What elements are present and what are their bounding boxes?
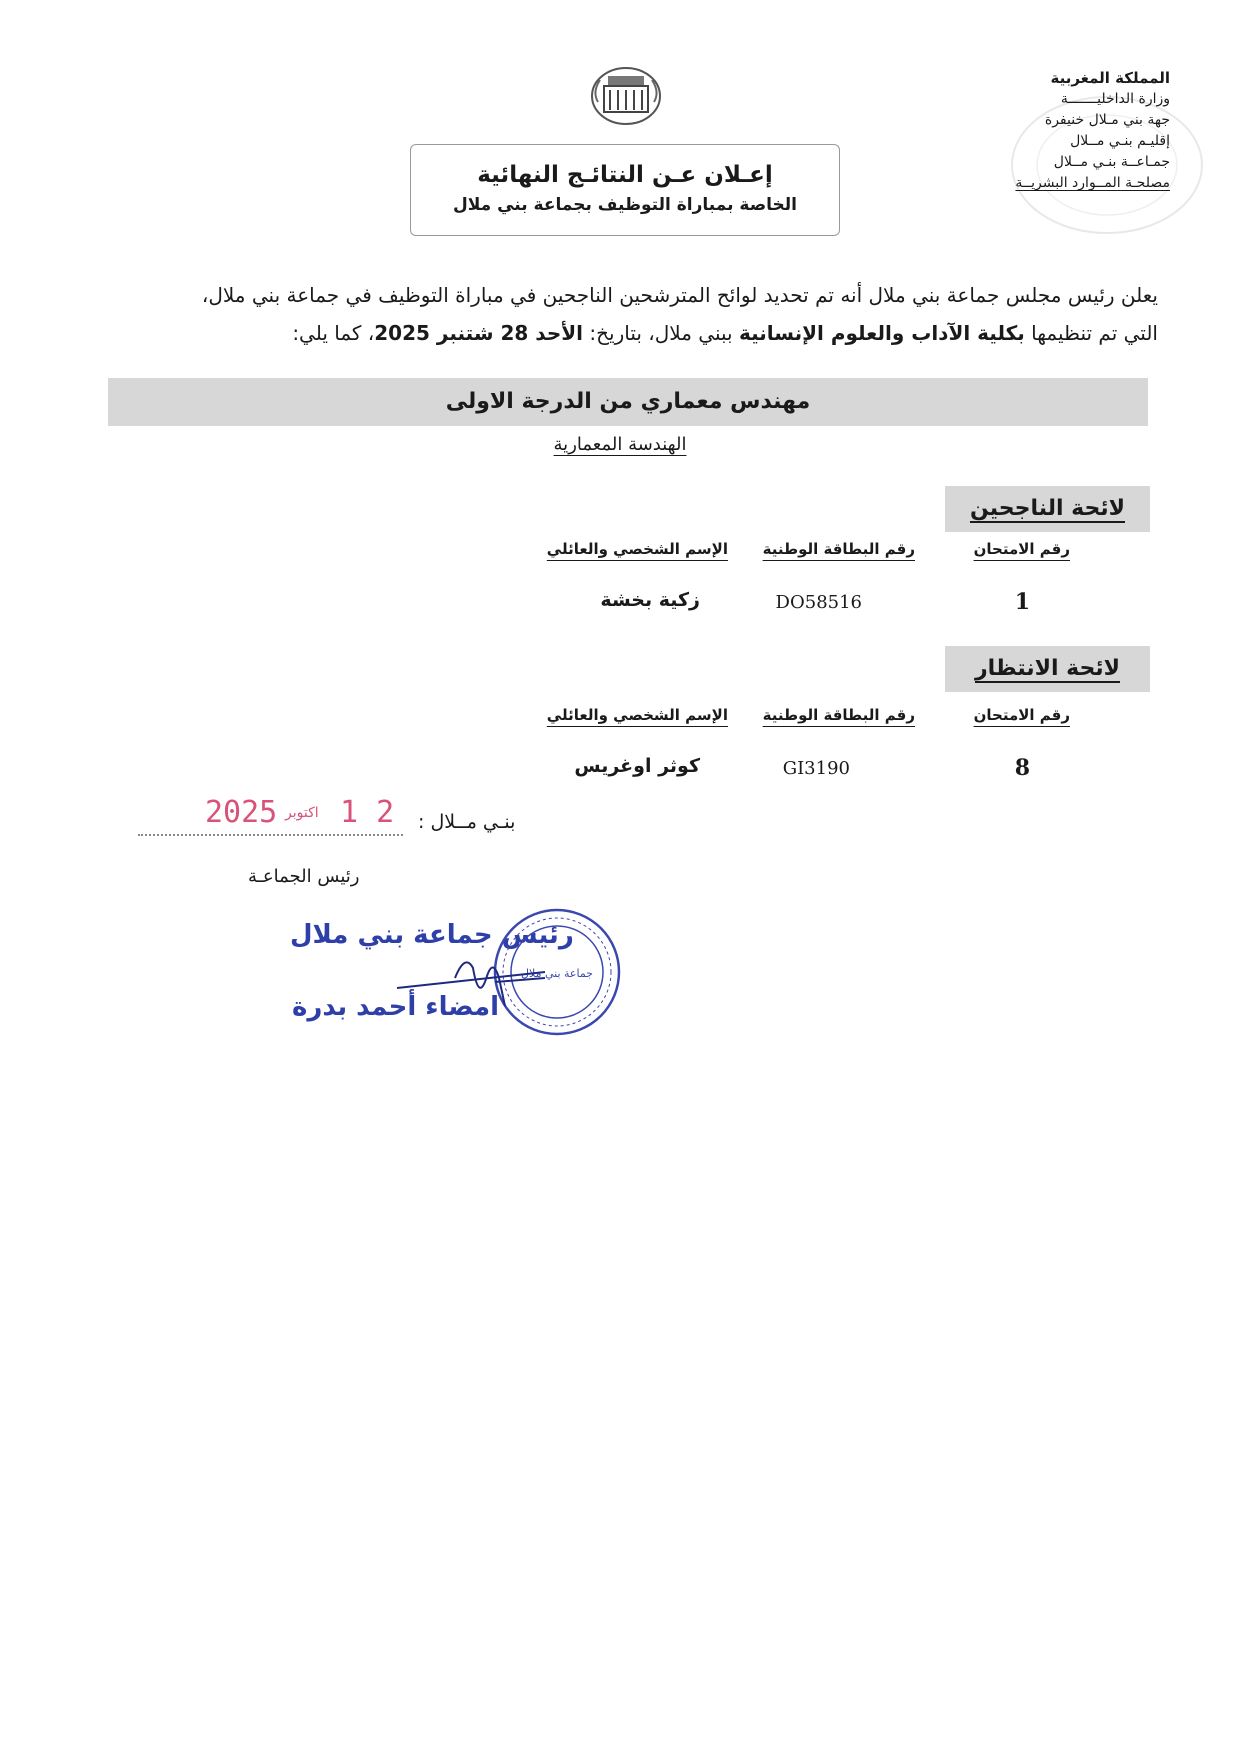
header-line-ministry: وزارة الداخليـــــــة (1060, 91, 1170, 107)
column-header-name-text: الإسم الشخصي والعائلي (546, 540, 728, 558)
successful-row-1-exam-no: 1 (1014, 589, 1030, 615)
round-stamp-text: جماعة بني ملال (521, 967, 593, 980)
waiting-list-label (945, 646, 1150, 692)
header-line-kingdom: المملكة المغربية (1050, 69, 1170, 87)
position-title-bar: مهندس معماري من الدرجة الاولى (108, 378, 1148, 426)
president-label: رئيس الجماعـة (248, 866, 360, 887)
successful-list-label (945, 486, 1150, 532)
column-header-exam-no-text: رقم الامتحان (973, 540, 1070, 558)
waiting-row-1-name: كوثر اوغريس (574, 755, 700, 777)
signature-stamp-line-2: امضاء أحمد بدرة (292, 992, 499, 1022)
column-header-cin-text: رقم البطاقة الوطنية (762, 540, 915, 558)
intro-line-1: يعلن رئيس مجلس جماعة بني ملال أنه تم تحديد لوائح المترشحين الناجحين في مباراة التوظيف في جماعة بني ملال، (201, 283, 1158, 307)
waiting-row-1-exam-no: 8 (1014, 755, 1030, 781)
column-header-name (547, 540, 728, 558)
specialty-text: الهندسة المعمارية (553, 434, 687, 455)
date-stamp-month: اكتوبر (285, 805, 319, 821)
column-header-exam-no-2-text: رقم الامتحان (973, 706, 1070, 724)
column-header-exam-no-2 (974, 706, 1070, 724)
specialty-label (0, 434, 1240, 455)
successful-list-label-text: لائحة الناجحين (969, 496, 1126, 521)
intro-line-2-part-a: التي تم تنظيمها (1024, 321, 1158, 345)
intro-venue: بكلية الآداب والعلوم الإنسانية (738, 321, 1025, 345)
column-header-exam-no (974, 540, 1070, 558)
column-header-cin (763, 540, 915, 558)
column-header-cin-2-text: رقم البطاقة الوطنية (762, 706, 915, 724)
commune-emblem-icon (588, 62, 664, 126)
intro-line-2 (73, 314, 1158, 352)
signature-stamp-line-1: رئيس جماعة بني ملال (290, 920, 574, 950)
header-line-province: إقليـم بنـي مــلال (1070, 133, 1170, 149)
header-line-region: جهة بني مـلال خنيفرة (1044, 112, 1170, 128)
announcement-title: إعـلان عـن النتائـج النهائية (477, 162, 773, 188)
successful-row-1-name: زكية بخشة (600, 589, 700, 611)
administration-header (980, 68, 1170, 194)
intro-paragraph (73, 276, 1158, 352)
date-stamp-year: 2025 (205, 795, 278, 830)
header-line-service: مصلحـة المــوارد البشريــة (1015, 175, 1170, 191)
column-header-cin-2 (763, 706, 915, 724)
date-stamp (205, 795, 415, 835)
intro-exam-date: الأحد 28 شتنبر 2025 (374, 321, 583, 345)
handwritten-signature (395, 948, 555, 1008)
intro-line-2-part-c: ببني ملال، بتاريخ: (583, 321, 739, 345)
waiting-row-1-cin: GI3190 (782, 758, 850, 779)
place-label: بنـي مــلال : (418, 811, 516, 833)
intro-line-2-part-e: ، كما يلي: (292, 321, 375, 345)
successful-row-1-cin: DO58516 (775, 592, 862, 613)
header-line-commune: جمـاعــة بنـي مــلال (1053, 154, 1170, 170)
announcement-title-box (410, 144, 840, 236)
announcement-subtitle: الخاصة بمباراة التوظيف بجماعة بني ملال (453, 195, 797, 215)
date-stamp-day: 1 2 (340, 795, 395, 830)
waiting-list-label-text: لائحة الانتظار (974, 656, 1121, 681)
column-header-name-2 (547, 706, 728, 724)
column-header-name-2-text: الإسم الشخصي والعائلي (546, 706, 728, 724)
